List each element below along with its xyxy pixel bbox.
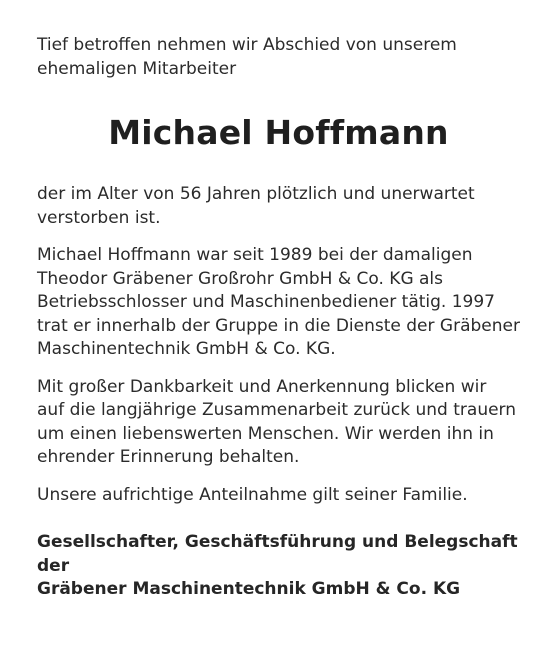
deceased-name: Michael Hoffmann: [108, 113, 449, 152]
age-paragraph: der im Alter von 56 Jahren plötzlich und unerwartet verstorben ist.: [37, 184, 475, 228]
gratitude-paragraph: Mit großer Dankbarkeit und Anerkennung blicken wir auf die langjährige Zusammenarbeit zurück und trauern um einen liebenswerten Menschen. Wir werden ihn in ehrender Erinnerung behalten.: [37, 376, 517, 467]
condolence-paragraph: Unsere aufrichtige Anteilnahme gilt seiner Familie.: [37, 484, 468, 505]
career-paragraph: Michael Hoffmann war seit 1989 bei der damaligen Theodor Gräbener Großrohr GmbH & Co. KG als Betriebsschlosser und Maschinenbediener tätig. 1997 trat er innerhalb der Gruppe in die Dienste der Gräbener Maschinentechnik GmbH & Co. KG.: [37, 245, 520, 359]
intro-text: Tief betroffen nehmen wir Abschied von unserem ehemaligen Mitarbeiter: [37, 35, 457, 79]
signature-block: Gesellschafter, Geschäftsführung und Belegschaft der Gräbener Maschinentechnik GmbH & Co. KG: [37, 532, 518, 599]
